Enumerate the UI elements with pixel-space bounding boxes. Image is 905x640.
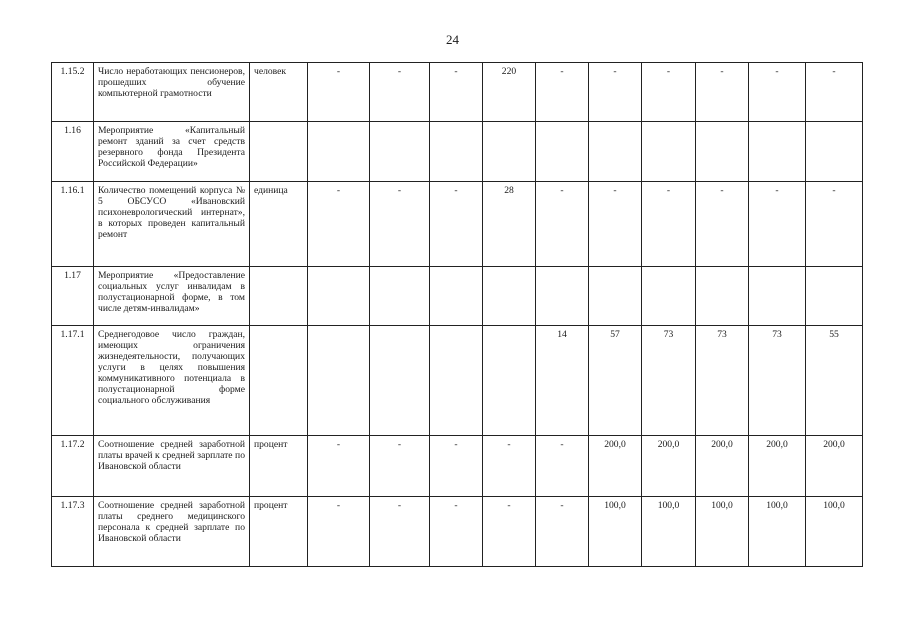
value-cell: 28 (483, 182, 536, 267)
row-unit: единица (250, 182, 308, 267)
value-cell: - (370, 63, 430, 122)
value-cell: 100,0 (749, 497, 806, 567)
row-description: Соотношение средней заработной платы врачей к средней зарплате по Ивановской области (94, 436, 250, 497)
value-cell: 100,0 (806, 497, 863, 567)
table-body (52, 63, 863, 567)
value-cell (483, 122, 536, 182)
value-cell (370, 267, 430, 326)
value-cell: - (536, 63, 589, 122)
value-cell: 220 (483, 63, 536, 122)
value-cell: - (642, 63, 696, 122)
row-unit: процент (250, 497, 308, 567)
row-unit: человек (250, 63, 308, 122)
value-cell (589, 122, 642, 182)
value-cell (749, 267, 806, 326)
value-cell (430, 267, 483, 326)
value-cell: 100,0 (696, 497, 749, 567)
value-cell: 73 (749, 326, 806, 436)
row-description: Число неработающих пенсионеров, прошедших обучение компьютерной грамотности (94, 63, 250, 122)
row-number: 1.17.3 (52, 497, 94, 567)
value-cell: 200,0 (749, 436, 806, 497)
value-cell: - (536, 182, 589, 267)
value-cell: - (430, 497, 483, 567)
value-cell (308, 122, 370, 182)
value-cell: 73 (642, 326, 696, 436)
value-cell (308, 326, 370, 436)
value-cell: - (370, 497, 430, 567)
value-cell: - (308, 436, 370, 497)
value-cell: - (308, 63, 370, 122)
value-cell (696, 122, 749, 182)
value-cell (536, 267, 589, 326)
row-description: Количество помещений корпуса № 5 ОБСУСО «Ивановский психоневрологический интернат», в которых проведен капитальный ремонт (94, 182, 250, 267)
value-cell: - (806, 63, 863, 122)
row-description: Мероприятие «Предоставление социальных услуг инвалидам в полустационарной форме, в том числе детям-инвалидам» (94, 267, 250, 326)
value-cell (589, 267, 642, 326)
table-row (52, 436, 863, 497)
value-cell (430, 326, 483, 436)
value-cell (370, 326, 430, 436)
value-cell: - (642, 182, 696, 267)
row-unit: процент (250, 436, 308, 497)
table-row (52, 497, 863, 567)
value-cell: 200,0 (589, 436, 642, 497)
row-number: 1.17.2 (52, 436, 94, 497)
value-cell: - (536, 436, 589, 497)
value-cell (430, 122, 483, 182)
table-row (52, 63, 863, 122)
row-unit (250, 122, 308, 182)
value-cell: 100,0 (642, 497, 696, 567)
value-cell: - (589, 63, 642, 122)
value-cell (642, 122, 696, 182)
value-cell: - (430, 182, 483, 267)
row-unit (250, 326, 308, 436)
row-number: 1.15.2 (52, 63, 94, 122)
value-cell: - (483, 497, 536, 567)
value-cell: - (749, 63, 806, 122)
value-cell: 200,0 (642, 436, 696, 497)
value-cell: - (308, 497, 370, 567)
value-cell: - (536, 497, 589, 567)
row-number: 1.16.1 (52, 182, 94, 267)
row-number: 1.17 (52, 267, 94, 326)
table-row (52, 326, 863, 436)
row-description: Соотношение средней заработной платы среднего медицинского персонала к средней зарплате по Ивановской области (94, 497, 250, 567)
row-unit (250, 267, 308, 326)
value-cell: 200,0 (806, 436, 863, 497)
value-cell: - (696, 182, 749, 267)
table-row (52, 267, 863, 326)
value-cell: - (370, 182, 430, 267)
value-cell: - (483, 436, 536, 497)
value-cell: - (308, 182, 370, 267)
value-cell: 55 (806, 326, 863, 436)
value-cell: 100,0 (589, 497, 642, 567)
value-cell (696, 267, 749, 326)
value-cell: - (370, 436, 430, 497)
value-cell: - (430, 63, 483, 122)
value-cell: - (696, 63, 749, 122)
value-cell (483, 326, 536, 436)
value-cell: - (430, 436, 483, 497)
value-cell: 14 (536, 326, 589, 436)
value-cell: 200,0 (696, 436, 749, 497)
value-cell: 73 (696, 326, 749, 436)
value-cell: - (806, 182, 863, 267)
page-number: 24 (446, 32, 459, 47)
indicators-table (51, 62, 863, 567)
value-cell (806, 122, 863, 182)
value-cell: - (749, 182, 806, 267)
value-cell (536, 122, 589, 182)
value-cell (806, 267, 863, 326)
value-cell: 57 (589, 326, 642, 436)
table-row (52, 122, 863, 182)
row-description: Среднегодовое число граждан, имеющих ограничения жизнедеятельности, получающих услуги в целях повышения коммуникативного потенциала в полустационарной форме социального обслуживания (94, 326, 250, 436)
table-row (52, 182, 863, 267)
row-number: 1.16 (52, 122, 94, 182)
value-cell (483, 267, 536, 326)
value-cell (642, 267, 696, 326)
row-number: 1.17.1 (52, 326, 94, 436)
value-cell (370, 122, 430, 182)
value-cell (749, 122, 806, 182)
value-cell (308, 267, 370, 326)
row-description: Мероприятие «Капитальный ремонт зданий за счет средств резервного фонда Президента Российской Федерации» (94, 122, 250, 182)
value-cell: - (589, 182, 642, 267)
